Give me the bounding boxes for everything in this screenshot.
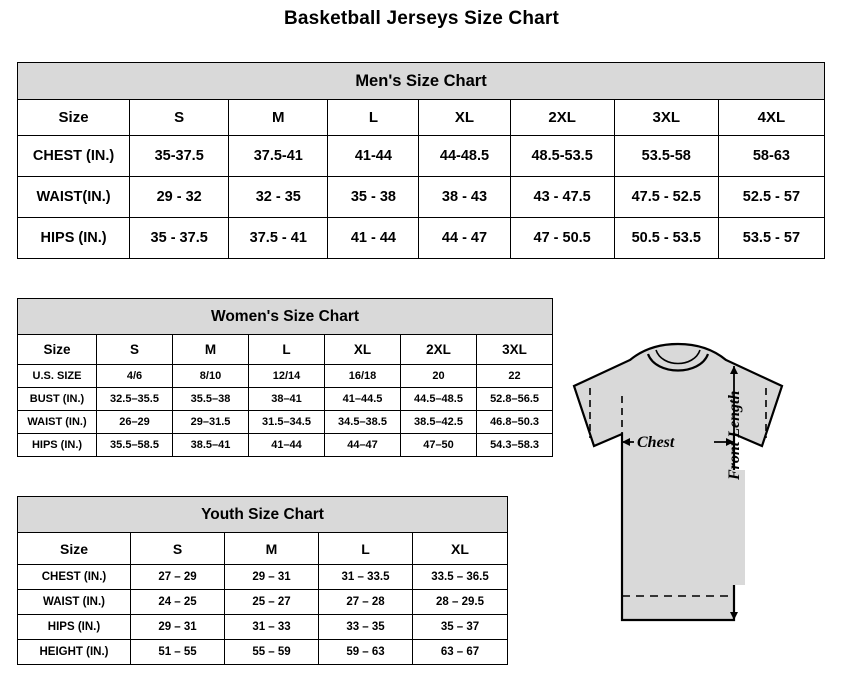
youth-row-label-0: CHEST (IN.) [18, 565, 131, 590]
womens-cell-3-3: 44–47 [325, 434, 401, 457]
youth-cell-3-1: 55 – 59 [225, 640, 319, 665]
youth-cell-0-1: 29 – 31 [225, 565, 319, 590]
youth-cell-0-2: 31 – 33.5 [319, 565, 413, 590]
womens-col-head-6: 3XL [477, 335, 553, 365]
jersey-measurement-diagram [530, 330, 830, 660]
table-row [18, 218, 825, 259]
womens-cell-0-2: 12/14 [249, 365, 325, 388]
jersey-illustration [530, 330, 830, 660]
womens-header-row [18, 335, 553, 365]
mens-col-head-1: S [130, 100, 229, 136]
womens-row-label-1: BUST (IN.) [18, 388, 97, 411]
mens-col-head-2: M [229, 100, 328, 136]
youth-row-label-1: WAIST (IN.) [18, 590, 131, 615]
womens-chart-caption: Women's Size Chart [18, 299, 553, 335]
mens-cell-0-0: 35-37.5 [130, 136, 229, 177]
youth-cell-2-1: 31 – 33 [225, 615, 319, 640]
mens-row-label-2: HIPS (IN.) [18, 218, 130, 259]
womens-cell-2-4: 38.5–42.5 [401, 411, 477, 434]
youth-cell-1-0: 24 – 25 [131, 590, 225, 615]
womens-cell-2-2: 31.5–34.5 [249, 411, 325, 434]
youth-col-head-3: L [319, 533, 413, 565]
page-title: Basketball Jerseys Size Chart [283, 8, 560, 29]
womens-cell-3-4: 47–50 [401, 434, 477, 457]
womens-col-head-4: XL [325, 335, 401, 365]
youth-cell-1-2: 27 – 28 [319, 590, 413, 615]
mens-cell-2-3: 44 - 47 [419, 218, 510, 259]
youth-cell-1-1: 25 – 27 [225, 590, 319, 615]
womens-row-label-2: WAIST (IN.) [18, 411, 97, 434]
mens-cell-1-2: 35 - 38 [328, 177, 419, 218]
mens-col-head-5: 2XL [510, 100, 614, 136]
womens-col-head-1: S [97, 335, 173, 365]
womens-cell-2-3: 34.5–38.5 [325, 411, 401, 434]
mens-chart-caption: Men's Size Chart [18, 63, 825, 100]
mens-cell-0-4: 48.5-53.5 [510, 136, 614, 177]
mens-cell-1-1: 32 - 35 [229, 177, 328, 218]
table-row [18, 136, 825, 177]
jersey-body-shape [574, 344, 782, 620]
womens-cell-3-1: 38.5–41 [173, 434, 249, 457]
mens-cell-1-0: 29 - 32 [130, 177, 229, 218]
mens-cell-0-6: 58-63 [718, 136, 824, 177]
table-row [18, 411, 553, 434]
front-length-label: Front Length [726, 390, 743, 480]
womens-cell-1-2: 38–41 [249, 388, 325, 411]
womens-cell-2-5: 46.8–50.3 [477, 411, 553, 434]
mens-cell-0-3: 44-48.5 [419, 136, 510, 177]
youth-col-head-2: M [225, 533, 319, 565]
mens-cell-2-6: 53.5 - 57 [718, 218, 824, 259]
mens-row-label-0: CHEST (IN.) [18, 136, 130, 177]
youth-col-head-4: XL [413, 533, 508, 565]
womens-cell-1-4: 44.5–48.5 [401, 388, 477, 411]
mens-cell-0-5: 53.5-58 [614, 136, 718, 177]
youth-cell-0-0: 27 – 29 [131, 565, 225, 590]
womens-cell-0-3: 16/18 [325, 365, 401, 388]
youth-cell-0-3: 33.5 – 36.5 [413, 565, 508, 590]
womens-cell-0-5: 22 [477, 365, 553, 388]
womens-col-head-2: M [173, 335, 249, 365]
table-row [18, 615, 508, 640]
table-row [18, 388, 553, 411]
mens-size-chart [17, 62, 825, 259]
youth-col-head-0: Size [18, 533, 131, 565]
chest-label: Chest [637, 434, 675, 451]
womens-col-head-0: Size [18, 335, 97, 365]
womens-cell-3-0: 35.5–58.5 [97, 434, 173, 457]
mens-header-row [18, 100, 825, 136]
table-row [18, 177, 825, 218]
youth-header-row [18, 533, 508, 565]
table-row [18, 434, 553, 457]
womens-col-head-5: 2XL [401, 335, 477, 365]
mens-cell-2-1: 37.5 - 41 [229, 218, 328, 259]
table-row [18, 590, 508, 615]
womens-cell-1-0: 32.5–35.5 [97, 388, 173, 411]
youth-row-label-3: HEIGHT (IN.) [18, 640, 131, 665]
mens-cell-2-2: 41 - 44 [328, 218, 419, 259]
mens-row-label-1: WAIST(IN.) [18, 177, 130, 218]
womens-row-label-3: HIPS (IN.) [18, 434, 97, 457]
mens-col-head-3: L [328, 100, 419, 136]
youth-size-chart [17, 496, 508, 665]
youth-col-head-1: S [131, 533, 225, 565]
table-row [18, 565, 508, 590]
womens-row-label-0: U.S. SIZE [18, 365, 97, 388]
youth-cell-1-3: 28 – 29.5 [413, 590, 508, 615]
womens-cell-0-1: 8/10 [173, 365, 249, 388]
mens-cell-0-1: 37.5-41 [229, 136, 328, 177]
youth-cell-3-2: 59 – 63 [319, 640, 413, 665]
womens-size-chart [17, 298, 553, 457]
womens-cell-0-4: 20 [401, 365, 477, 388]
womens-cell-0-0: 4/6 [97, 365, 173, 388]
mens-cell-2-5: 50.5 - 53.5 [614, 218, 718, 259]
mens-cell-2-0: 35 - 37.5 [130, 218, 229, 259]
womens-cell-2-1: 29–31.5 [173, 411, 249, 434]
mens-col-head-7: 4XL [718, 100, 824, 136]
womens-cell-3-5: 54.3–58.3 [477, 434, 553, 457]
womens-cell-3-2: 41–44 [249, 434, 325, 457]
mens-cell-1-5: 47.5 - 52.5 [614, 177, 718, 218]
mens-col-head-4: XL [419, 100, 510, 136]
womens-col-head-3: L [249, 335, 325, 365]
mens-cell-2-4: 47 - 50.5 [510, 218, 614, 259]
mens-col-head-6: 3XL [614, 100, 718, 136]
mens-cell-1-3: 38 - 43 [419, 177, 510, 218]
front-length-label-backing [723, 470, 745, 585]
youth-cell-2-2: 33 – 35 [319, 615, 413, 640]
womens-cell-1-1: 35.5–38 [173, 388, 249, 411]
womens-cell-2-0: 26–29 [97, 411, 173, 434]
youth-cell-3-0: 51 – 55 [131, 640, 225, 665]
mens-cell-0-2: 41-44 [328, 136, 419, 177]
womens-cell-1-3: 41–44.5 [325, 388, 401, 411]
youth-chart-caption: Youth Size Chart [18, 497, 508, 533]
womens-cell-1-5: 52.8–56.5 [477, 388, 553, 411]
youth-row-label-2: HIPS (IN.) [18, 615, 131, 640]
youth-cell-2-3: 35 – 37 [413, 615, 508, 640]
youth-cell-2-0: 29 – 31 [131, 615, 225, 640]
table-row [18, 640, 508, 665]
mens-cell-1-4: 43 - 47.5 [510, 177, 614, 218]
mens-cell-1-6: 52.5 - 57 [718, 177, 824, 218]
mens-col-head-0: Size [18, 100, 130, 136]
table-row [18, 365, 553, 388]
youth-cell-3-3: 63 – 67 [413, 640, 508, 665]
